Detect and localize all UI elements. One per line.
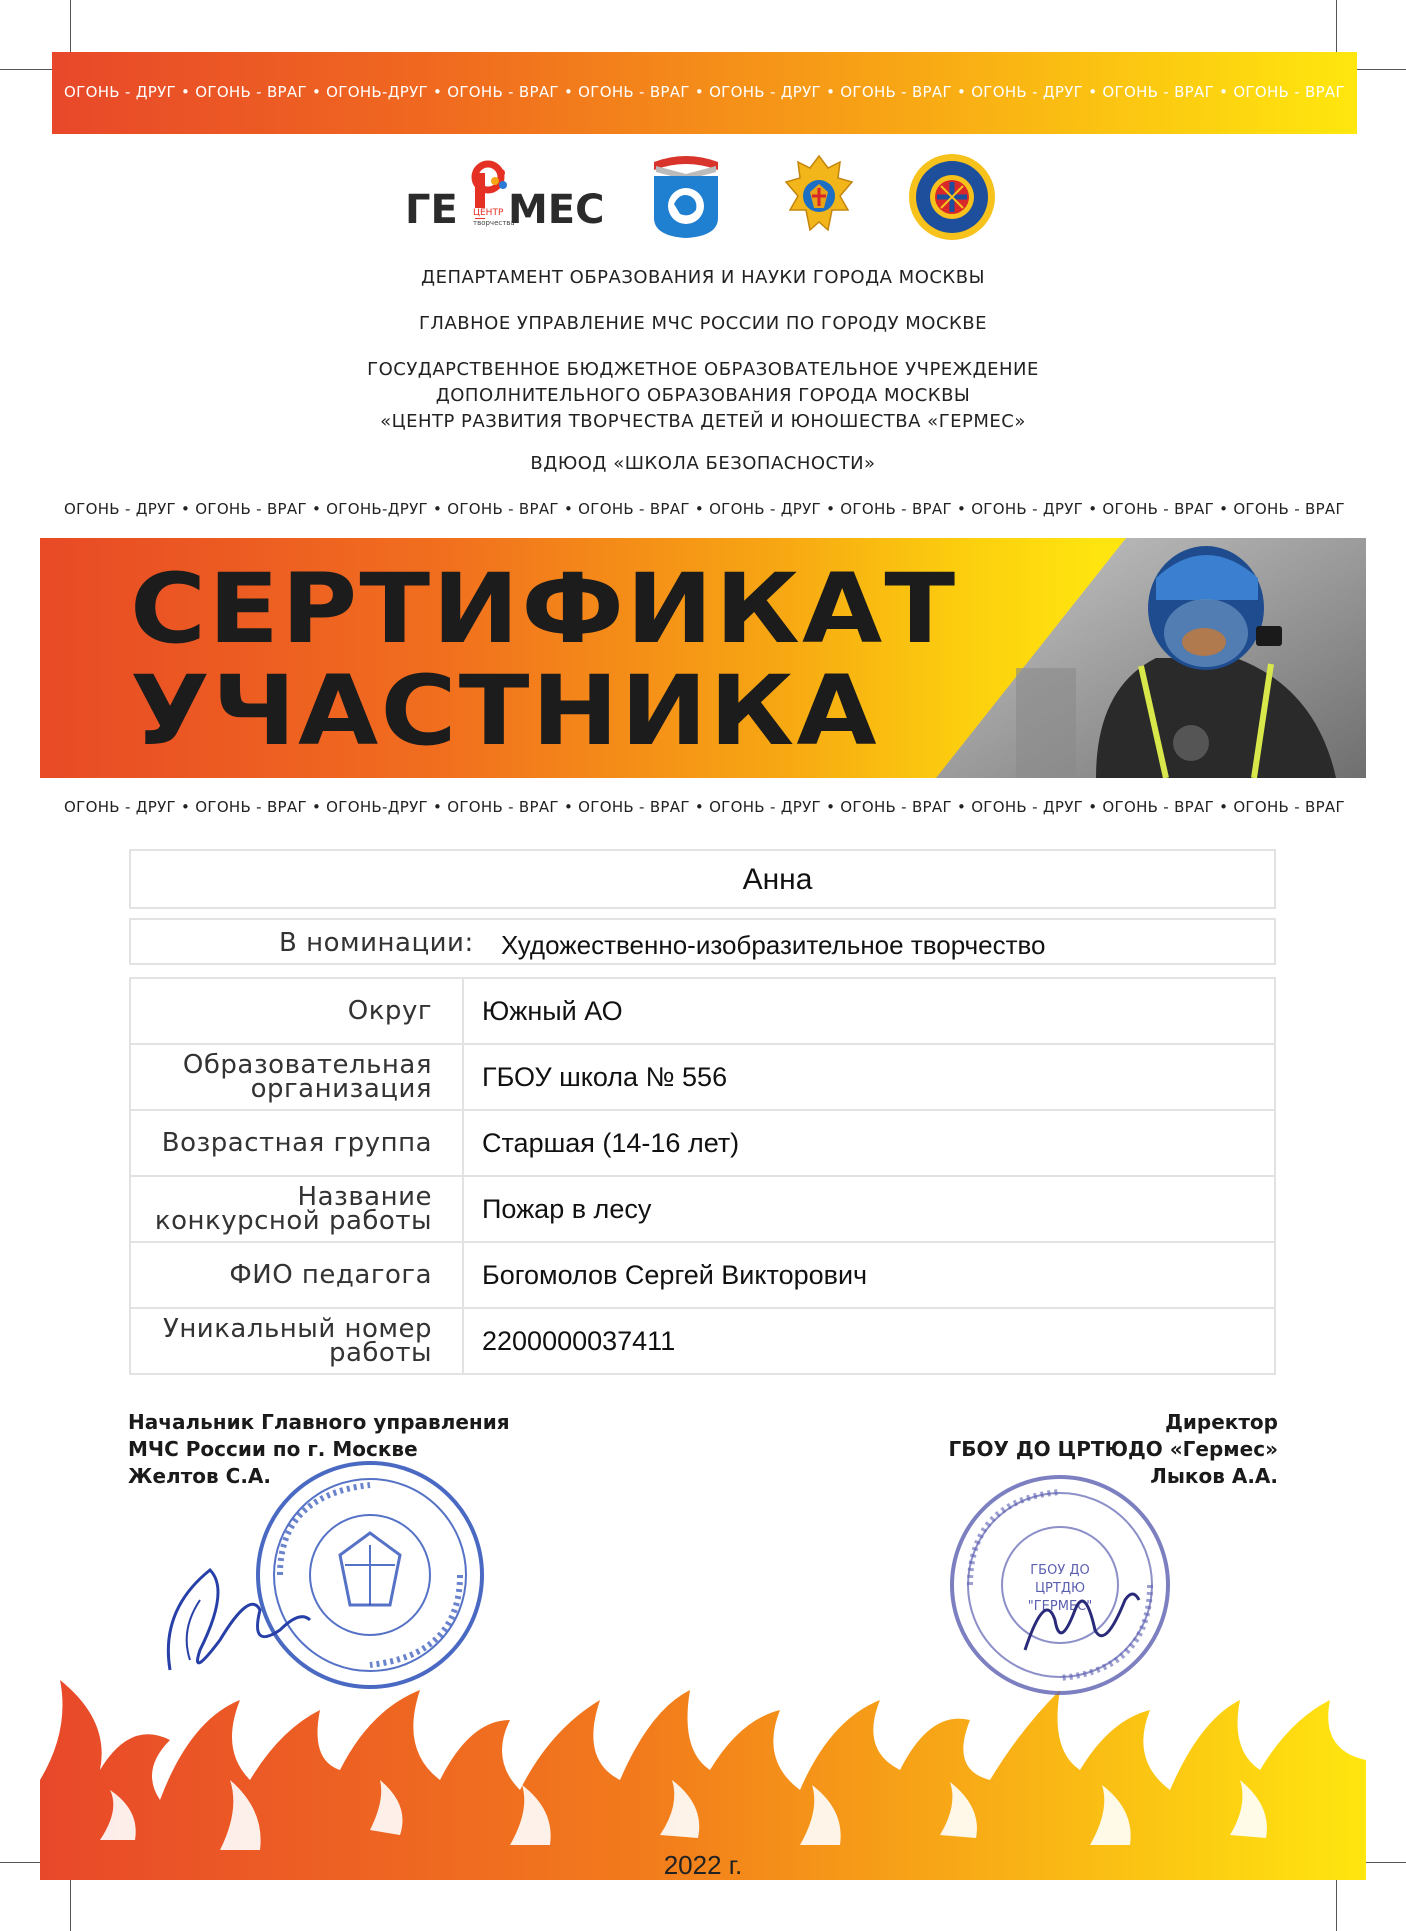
- org-school-of-safety: ВДЮОД «ШКОЛА БЕЗОПАСНОСТИ»: [530, 453, 876, 474]
- table-row: [130, 1176, 1275, 1242]
- certificate-title: [130, 553, 958, 767]
- left-signatory-title2: МЧС России по г. Москве: [128, 1437, 418, 1461]
- nomination-label: В номинации:: [279, 928, 474, 958]
- right-signatory-title2: ГБОУ ДО ЦРТЮДО «Гермес»: [948, 1437, 1278, 1461]
- firefighter-photo: [936, 538, 1366, 778]
- germes-center-text2: творчества: [473, 219, 515, 227]
- org-state-institution-line1: ГОСУДАРСТВЕННОЕ БЮДЖЕТНОЕ ОБРАЗОВАТЕЛЬНОЕ УЧРЕЖДЕНИЕ: [367, 359, 1039, 380]
- org-education-department: ДЕПАРТАМЕНТ ОБРАЗОВАНИЯ И НАУКИ ГОРОДА МОСКВЫ: [421, 267, 985, 288]
- participant-name-box: [129, 849, 1276, 909]
- table-row: [130, 1110, 1275, 1176]
- nomination-value: Художественно-изобразительное творчество: [501, 930, 1046, 960]
- certificate-title-line2: УЧАСТНИКА: [130, 655, 879, 767]
- table-row: [130, 1308, 1275, 1374]
- row-value: ГБОУ школа № 556: [463, 1044, 1275, 1110]
- row-value: 2200000037411: [463, 1308, 1275, 1374]
- right-signatory-title1: Директор: [1165, 1410, 1278, 1434]
- motto-text: ОГОНЬ - ДРУГ • ОГОНЬ - ВРАГ • ОГОНЬ-ДРУГ • ОГОНЬ - ВРАГ • ОГОНЬ - ВРАГ • ОГОНЬ - ДРУГ • ОГОНЬ - ВРАГ • ОГОНЬ - ДРУГ • ОГОНЬ - ВРАГ • ОГОНЬ - ВРАГ: [64, 83, 1345, 101]
- org-state-institution-line2: ДОПОЛНИТЕЛЬНОГО ОБРАЗОВАНИЯ ГОРОДА МОСКВЫ: [435, 385, 971, 406]
- row-label: Название конкурсной работы: [130, 1176, 463, 1242]
- left-signatory-name: Желтов С.А.: [128, 1464, 271, 1488]
- row-label: Образовательная организация: [130, 1044, 463, 1110]
- participant-name: Анна: [742, 863, 813, 896]
- germes-center-text: ЦЕНТР: [473, 208, 504, 218]
- org-mchs-moscow: ГЛАВНОЕ УПРАВЛЕНИЕ МЧС РОССИИ ПО ГОРОДУ МОСКВЕ: [418, 313, 988, 334]
- certificate-title-line1: СЕРТИФИКАТ: [130, 553, 958, 665]
- nomination-box: [129, 918, 1276, 965]
- row-value: Богомолов Сергей Викторович: [463, 1242, 1275, 1308]
- row-value: Южный АО: [463, 978, 1275, 1044]
- details-table: [129, 977, 1276, 1375]
- motto-text-middle: ОГОНЬ - ДРУГ • ОГОНЬ - ВРАГ • ОГОНЬ-ДРУГ • ОГОНЬ - ВРАГ • ОГОНЬ - ВРАГ • ОГОНЬ - ДРУГ • ОГОНЬ - ВРАГ • ОГОНЬ - ДРУГ • ОГОНЬ - ВРАГ • ОГОНЬ - ВРАГ: [64, 500, 1345, 518]
- certificate-banner: [40, 538, 1366, 778]
- logos-row: [0, 150, 1406, 250]
- crop-mark: [0, 69, 60, 70]
- crop-mark: [70, 0, 71, 60]
- row-value: Старшая (14-16 лет): [463, 1110, 1275, 1176]
- table-row: [130, 1242, 1275, 1308]
- right-signatory-name: Лыков А.А.: [1150, 1464, 1278, 1488]
- germes-text-right: МЕС: [508, 187, 605, 233]
- right-official-stamp: [945, 1470, 1175, 1704]
- table-row: [130, 1044, 1275, 1110]
- org-state-institution-line3: «ЦЕНТР РАЗВИТИЯ ТВОРЧЕСТВА ДЕТЕЙ И ЮНОШЕСТВА «ГЕРМЕС»: [380, 411, 1026, 432]
- left-signatory-title1: Начальник Главного управления: [128, 1410, 510, 1434]
- motto-text-lower: ОГОНЬ - ДРУГ • ОГОНЬ - ВРАГ • ОГОНЬ-ДРУГ • ОГОНЬ - ВРАГ • ОГОНЬ - ВРАГ • ОГОНЬ - ДРУГ • ОГОНЬ - ВРАГ • ОГОНЬ - ДРУГ • ОГОНЬ - ВРАГ • ОГОНЬ - ВРАГ: [64, 798, 1345, 816]
- row-label: Округ: [130, 978, 463, 1044]
- crop-mark: [1336, 0, 1337, 60]
- row-value: Пожар в лесу: [463, 1176, 1275, 1242]
- mchs-emblem-icon: [784, 152, 854, 246]
- right-stamp-text: ГБОУ ДО ЦРТДЮ "ГЕРМЕС": [1027, 1563, 1093, 1614]
- school-of-safety-icon: [907, 152, 997, 246]
- table-row: [130, 978, 1275, 1044]
- certificate-year: 2022 г.: [663, 1850, 743, 1880]
- row-label: ФИО педагога: [130, 1242, 463, 1308]
- germes-logo-icon: [403, 155, 603, 245]
- row-label: Возрастная группа: [130, 1110, 463, 1176]
- education-department-icon: [650, 152, 722, 244]
- germes-text-left: ГЕ: [405, 187, 458, 233]
- top-motto-band: [52, 52, 1357, 134]
- row-label: Уникальный номер работы: [130, 1308, 463, 1374]
- left-signature: [150, 1530, 350, 1694]
